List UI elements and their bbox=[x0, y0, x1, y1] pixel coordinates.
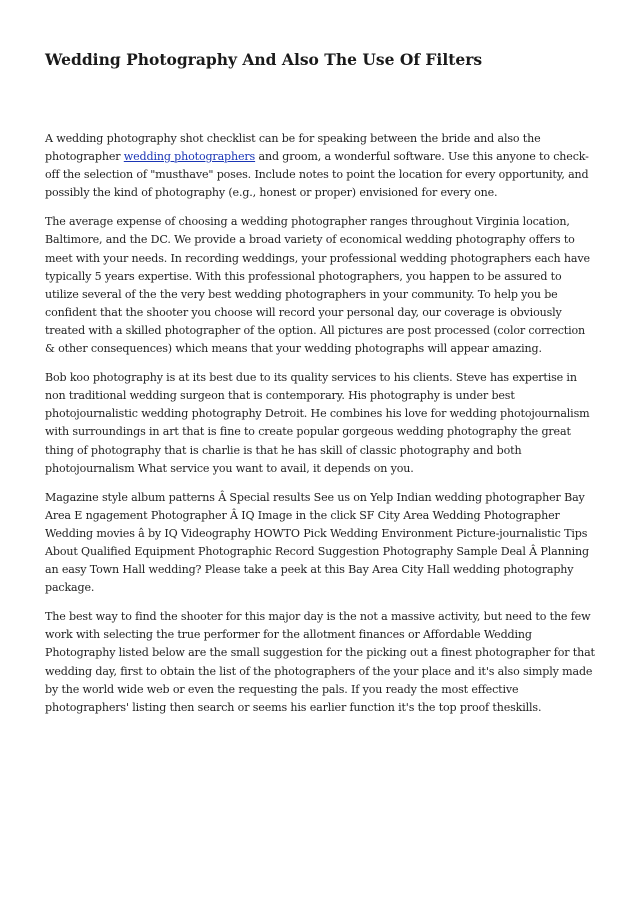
paragraph-1-text-start: A wedding photography shot checklist can be for speaking between the bride and also the photographer bbox=[45, 132, 541, 164]
paragraph-3: Bob koo photography is at its best due to its quality services to his clients. Steve has expertise in non traditional wedding surgeon that is contemporary. His photography is under best photojournalistic wedding photography Detroit. He combines his love for wedding photojournalism with surroundings in art that is fine to create popular gorgeous wedding photography the great thing of photography that is charlie is that he has skill of classic photography and both photojournalism What service you want to avail, it depends on you. bbox=[45, 371, 590, 475]
paragraph-2: The average expense of choosing a wedding photographer ranges throughout Virginia location, Baltimore, and the DC. We provide a broad variety of economical wedding photography offers to meet with your needs. In recording weddings, your professional wedding photographers each have typically 5 years expertise. With this professional photographers, you happen to be assured to utilize several of the the very best wedding photographers in your community. To help you be confident that the shooter you choose will record your personal day, our coverage is obviously treated with a skilled photographer of the option. All pictures are post processed (color correction & other consequences) which means that your wedding photographs will appear amazing. bbox=[45, 215, 590, 356]
paragraph-1 bbox=[45, 130, 595, 202]
paragraph-4: Magazine style album patterns Â Special results See us on Yelp Indian wedding photographer Bay Area E ngagement Photographer Â IQ Image in the click SF City Area Wedding Photographer Wedding movies â by IQ Videography HOWTO Pick Wedding Environment Picture-journalistic Tips About Qualified Equipment Photographic Record Suggestion Photography Sample Deal Â Planning an easy Town Hall wedding? Please take a peek at this Bay Area City Hall wedding photography package. bbox=[45, 490, 589, 595]
paragraph-1-text-end: and groom, a wonderful software. Use this anyone to check-off the selection of "musthave" poses. Include notes to point the location for every opportunity, and possibly the kind of photography (e.g., honest or proper) envisioned for every one. bbox=[45, 150, 589, 200]
page-title: Wedding Photography And Also The Use Of Filters bbox=[45, 50, 483, 69]
article-body bbox=[45, 130, 595, 728]
paragraph-5: The best way to find the shooter for this major day is the not a massive activity, but need to the few work with selecting the true performer for the allotment finances or Affordable Wedding Photography listed below are the small suggestion for the picking out a finest photographer for that wedding day, first to obtain the list of the photographers of the your place and it's also simply made by the world wide web or even the requesting the pals. If you ready the most effective photographers' listing then search or seems his earlier function it's the top proof theskills. bbox=[45, 610, 595, 714]
wedding-photographers-link[interactable]: wedding photographers bbox=[123, 150, 256, 164]
